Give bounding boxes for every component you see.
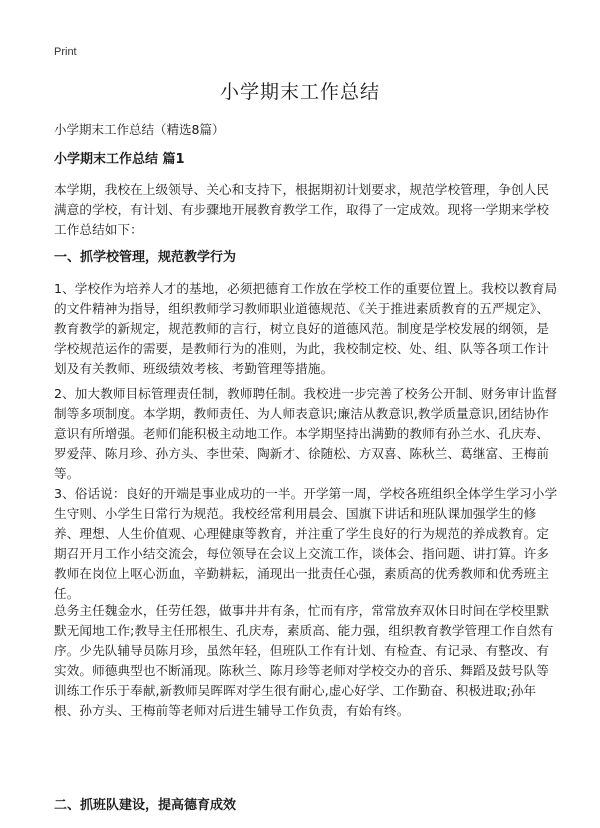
page-title: 小学期末工作总结	[219, 81, 380, 103]
intro-paragraph: 本学期，我校在上级领导、关心和支持下，根据期初计划要求，规范学校管理，争创人民满意的学校，有计划、有步骤地开展教育教学工作，取得了一定成效。现将一学期来学校工作总结如下：	[54, 182, 550, 237]
paragraph-4: 总务主任魏金水，任劳任怨，做事井井有条，忙而有序，常常放弃双休日时间在学校里默默无闻地工作;教导主任邢根生、孔庆寿，素质高、能力强，组织教育教学管理工作自然有序。少先队辅导员陈月珍，虽然年轻，但班队工作有计划、有检查、有记录、有整改、有实效。师德典型也不断涌现。陈秋兰、陈月珍等老师对学校交办的音乐、舞蹈及鼓号队等训练工作乐于奉献,新教师吴晖晖对学生很有耐心,虚心好学、工作勤奋、积极进取;孙年根、孙方头、王梅前等老师对后进生辅导工作负责，有始有终。	[54, 603, 554, 718]
paragraph-1: 1、学校作为培养人才的基地，必须把德育工作放在学校工作的重要位置上。我校以教育局的文件精神为指导，组织教师学习教师职业道德规范、《关于推进素质教育的五严规定》、教育教学的新规定，规范教师的言行，树立良好的道德风范。制度是学校发展的纲领，是学校规范运作的需要，是教师行为的准则，为此，我校制定校、处、组、队等各项工作计划及有关教师、班级绩效考核、考勤管理等措施。	[54, 281, 558, 376]
print-link[interactable]: Print	[54, 46, 77, 58]
paragraph-2: 2、加大教师目标管理责任制，教师聘任制。我校进一步完善了校务公开制、财务审计监督制等多项制度。本学期，教师责任、为人师表意识;廉洁从教意识,教学质量意识,团结协作意识有所增强。老师们能积极主动地工作。本学期坚持出满勤的教师有孙兰水、孔庆寿、罗爱萍、陈月珍、孙方头、李世荣、陶新才、徐随松、方双喜、陈秋兰、葛继富、王梅前等。	[54, 386, 558, 481]
paragraph-3: 3、俗话说：良好的开端是事业成功的一半。开学第一周，学校各班组织全体学生学习小学生守则、小学生日常行为规范。我校经常利用晨会、国旗下讲话和班队课加强学生的修养、理想、人生价值观、心理健康等教育，并注重了学生良好的行为规范的养成教育。定期召开月工作小结交流会，每位领导在会议上交流工作，谈体会、指问题、讲打算。许多教师在岗位上呕心沥血，辛勤耕耘，涌现出一批责任心强，素质高的优秀教师和优秀班主任。	[54, 486, 558, 601]
heading-school-management: 一、抓学校管理，规范教学行为	[54, 250, 237, 265]
document-subtitle: 小学期末工作总结（精选8篇）	[54, 122, 225, 137]
section-title: 小学期末工作总结 篇1	[54, 152, 185, 167]
heading-class-building: 二、抓班队建设，提高德育成效	[54, 798, 237, 813]
